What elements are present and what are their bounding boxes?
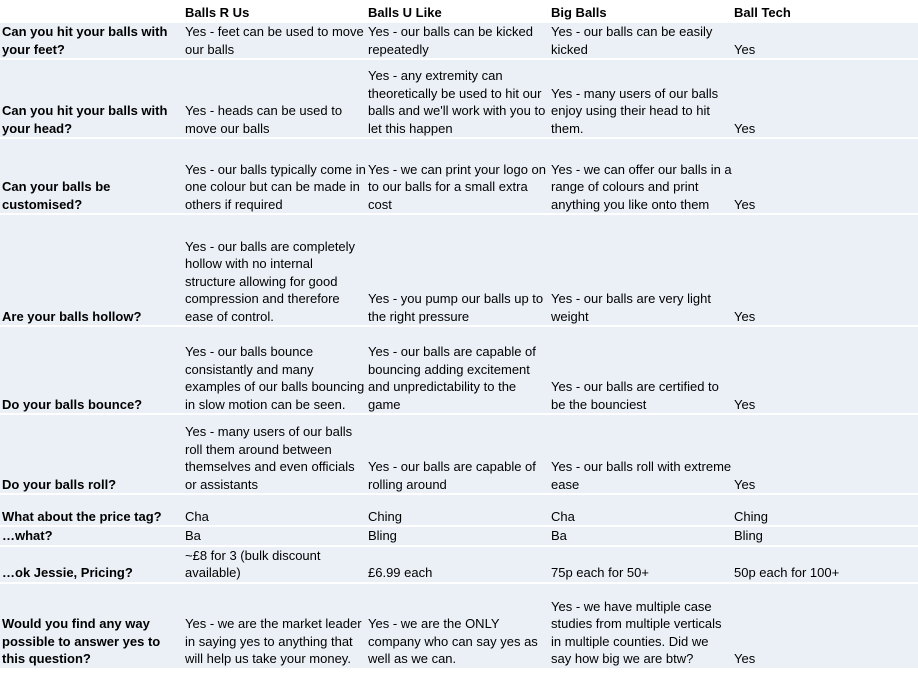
cell-big-balls: 75p each for 50+ bbox=[549, 546, 732, 583]
cell-big-balls: Yes - we have multiple case studies from multiple verticals in multiple counties. Did we say how big we are btw? bbox=[549, 583, 732, 668]
table-row bbox=[0, 583, 918, 668]
cell-ball-tech: Yes bbox=[732, 214, 918, 326]
cell-big-balls: Yes - we can offer our balls in a range of colours and print anything you like onto them bbox=[549, 138, 732, 214]
table-row bbox=[0, 22, 918, 59]
cell-balls-r-us: Yes - our balls typically come in one colour but can be made in others if required bbox=[183, 138, 366, 214]
cell-balls-r-us: Ba bbox=[183, 526, 366, 546]
cell-ball-tech: Yes bbox=[732, 22, 918, 59]
cell-balls-r-us: Yes - we are the market leader in saying yes to anything that will help us take your money. bbox=[183, 583, 366, 668]
cell-balls-u-like: Yes - our balls can be kicked repeatedly bbox=[366, 22, 549, 59]
cell-balls-u-like: Yes - any extremity can theoretically be used to hit our balls and we'll work with you to let this happen bbox=[366, 59, 549, 138]
table-row bbox=[0, 546, 918, 583]
cell-ball-tech: Yes bbox=[732, 59, 918, 138]
header-big-balls: Big Balls bbox=[549, 0, 732, 22]
row-question: What about the price tag? bbox=[0, 494, 183, 526]
cell-balls-u-like: Yes - we can print your logo on to our balls for a small extra cost bbox=[366, 138, 549, 214]
table-row bbox=[0, 59, 918, 138]
cell-balls-u-like: Yes - our balls are capable of bouncing adding excitement and unpredictability to the game bbox=[366, 326, 549, 414]
cell-big-balls: Yes - our balls are certified to be the bounciest bbox=[549, 326, 732, 414]
cell-ball-tech: Bling bbox=[732, 526, 918, 546]
row-question: Can you hit your balls with your feet? bbox=[0, 22, 183, 59]
table-row bbox=[0, 138, 918, 214]
cell-big-balls: Ba bbox=[549, 526, 732, 546]
cell-ball-tech: Yes bbox=[732, 326, 918, 414]
cell-balls-u-like: Yes - we are the ONLY company who can say yes as well as we can. bbox=[366, 583, 549, 668]
cell-balls-r-us: ~£8 for 3 (bulk discount available) bbox=[183, 546, 366, 583]
cell-balls-u-like: Yes - our balls are capable of rolling around bbox=[366, 414, 549, 494]
cell-balls-r-us: Yes - heads can be used to move our balls bbox=[183, 59, 366, 138]
cell-ball-tech: 50p each for 100+ bbox=[732, 546, 918, 583]
header-balls-u-like: Balls U Like bbox=[366, 0, 549, 22]
cell-balls-r-us: Yes - our balls bounce consistantly and many examples of our balls bouncing in slow motion can be seen. bbox=[183, 326, 366, 414]
row-question: Are your balls hollow? bbox=[0, 214, 183, 326]
table-row bbox=[0, 214, 918, 326]
cell-balls-r-us: Yes - feet can be used to move our balls bbox=[183, 22, 366, 59]
cell-balls-u-like: £6.99 each bbox=[366, 546, 549, 583]
cell-ball-tech: Ching bbox=[732, 494, 918, 526]
row-question: Would you find any way possible to answer yes to this question? bbox=[0, 583, 183, 668]
cell-big-balls: Cha bbox=[549, 494, 732, 526]
cell-big-balls: Yes - our balls are very light weight bbox=[549, 214, 732, 326]
row-question: Do your balls bounce? bbox=[0, 326, 183, 414]
cell-ball-tech: Yes bbox=[732, 414, 918, 494]
header-row bbox=[0, 0, 918, 22]
table-row bbox=[0, 494, 918, 526]
header-balls-r-us: Balls R Us bbox=[183, 0, 366, 22]
cell-big-balls: Yes - our balls roll with extreme ease bbox=[549, 414, 732, 494]
cell-balls-r-us: Yes - many users of our balls roll them around between themselves and even officials or assistants bbox=[183, 414, 366, 494]
cell-balls-r-us: Yes - our balls are completely hollow with no internal structure allowing for good compression and therefore ease of control. bbox=[183, 214, 366, 326]
cell-ball-tech: Yes bbox=[732, 138, 918, 214]
cell-balls-u-like: Bling bbox=[366, 526, 549, 546]
header-corner bbox=[0, 0, 183, 22]
cell-big-balls: Yes - our balls can be easily kicked bbox=[549, 22, 732, 59]
row-question: Can you hit your balls with your head? bbox=[0, 59, 183, 138]
row-question: …ok Jessie, Pricing? bbox=[0, 546, 183, 583]
table-row bbox=[0, 526, 918, 546]
cell-balls-u-like: Yes - you pump our balls up to the right pressure bbox=[366, 214, 549, 326]
table-row bbox=[0, 326, 918, 414]
cell-big-balls: Yes - many users of our balls enjoy using their head to hit them. bbox=[549, 59, 732, 138]
row-question: …what? bbox=[0, 526, 183, 546]
row-question: Can your balls be customised? bbox=[0, 138, 183, 214]
cell-balls-u-like: Ching bbox=[366, 494, 549, 526]
table-row bbox=[0, 414, 918, 494]
header-ball-tech: Ball Tech bbox=[732, 0, 918, 22]
cell-ball-tech: Yes bbox=[732, 583, 918, 668]
row-question: Do your balls roll? bbox=[0, 414, 183, 494]
cell-balls-r-us: Cha bbox=[183, 494, 366, 526]
